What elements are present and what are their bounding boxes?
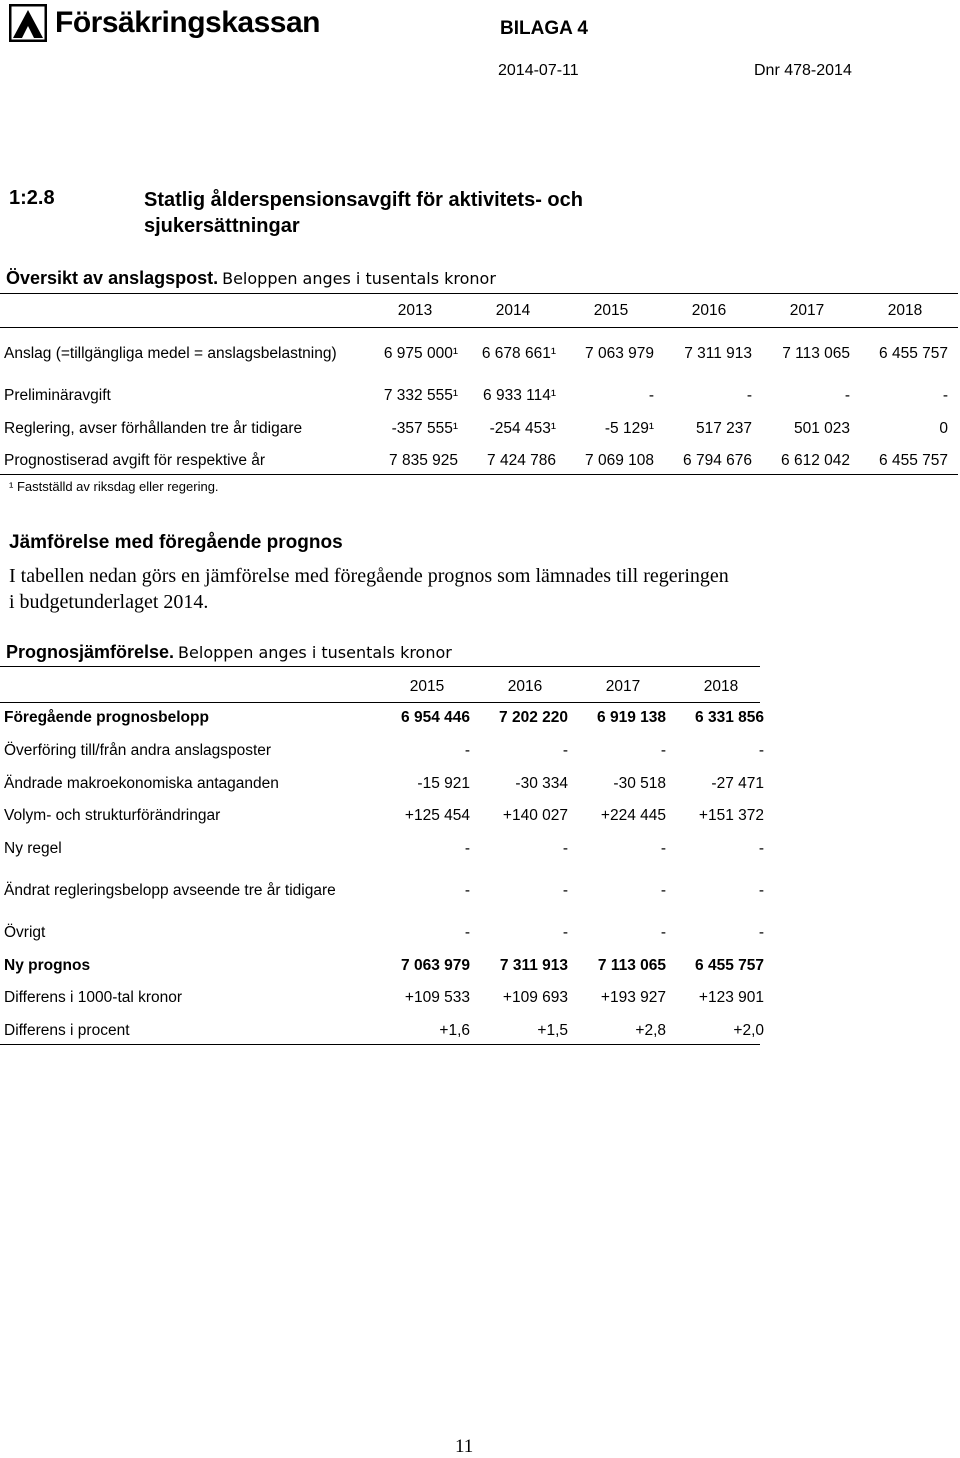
comparison-paragraph: I tabellen nedan görs en jämförelse med föregående prognos som lämnades till regeringen i budgetunderlaget 2014. bbox=[9, 565, 729, 613]
table2-header-row bbox=[0, 676, 764, 698]
table2-cell: -27 471 bbox=[711, 775, 764, 792]
table2-row bbox=[0, 1020, 764, 1042]
table2-cell: +1,5 bbox=[537, 1022, 568, 1039]
table2-cell: +2,0 bbox=[733, 1022, 764, 1039]
table1-cell: 501 023 bbox=[793, 420, 850, 437]
table2-cell: 7 063 979 bbox=[401, 957, 470, 974]
table1-row-rule bbox=[0, 442, 958, 443]
table2-row-rule bbox=[0, 979, 760, 980]
table2-cell: +224 445 bbox=[600, 807, 666, 824]
table1-cell: 7 835 925 bbox=[389, 452, 458, 469]
logo-mark-icon bbox=[9, 4, 47, 42]
table2-row bbox=[0, 987, 764, 1009]
table2-row-label: Föregående prognosbelopp bbox=[4, 709, 209, 726]
table2-cell: +123 901 bbox=[698, 989, 764, 1006]
table2-header-rule bbox=[0, 702, 760, 703]
table2-cell: - bbox=[660, 742, 666, 759]
table2-cell: +151 372 bbox=[698, 807, 764, 824]
table2-row-rule bbox=[0, 829, 760, 830]
table2-row bbox=[0, 838, 764, 860]
table2-row-rule bbox=[0, 731, 760, 732]
table2-year: 2017 bbox=[605, 678, 641, 695]
table1-row-rule bbox=[0, 378, 958, 379]
section-title: Statlig ålderspensionsavgift för aktivitets- och sjukersättningar bbox=[144, 189, 583, 237]
table1-row bbox=[0, 418, 948, 440]
attachment-label: BILAGA 4 bbox=[500, 18, 588, 39]
table2-row bbox=[0, 870, 764, 912]
table1-header-row bbox=[0, 300, 948, 322]
table2-cell: 6 954 446 bbox=[401, 709, 470, 726]
table1-caption bbox=[6, 268, 806, 289]
table1-year: 2015 bbox=[593, 302, 629, 319]
table2-cell: - bbox=[562, 924, 568, 941]
table2-cell: 6 455 757 bbox=[695, 957, 764, 974]
table1-footnote: ¹ Fastställd av riksdag eller regering. bbox=[9, 479, 219, 494]
table2-cell: 7 311 913 bbox=[499, 957, 568, 974]
table2-cell: - bbox=[464, 924, 470, 941]
table1-cell: 6 975 000¹ bbox=[383, 345, 458, 362]
table2-cell: - bbox=[660, 924, 666, 941]
table2-cell: +109 693 bbox=[502, 989, 568, 1006]
table2-cell: - bbox=[758, 840, 764, 857]
table1-row bbox=[0, 450, 948, 472]
table2-cell: - bbox=[464, 742, 470, 759]
table2-row-label: Övrigt bbox=[4, 924, 46, 941]
table2-top-rule bbox=[0, 666, 760, 667]
table1-row bbox=[0, 385, 948, 407]
table2-cell: - bbox=[562, 840, 568, 857]
table2-cell: - bbox=[758, 742, 764, 759]
table1-cell: 517 237 bbox=[695, 420, 752, 437]
table2-row-label: Ny prognos bbox=[4, 957, 91, 974]
logo bbox=[9, 4, 320, 42]
table2-row-rule bbox=[0, 914, 760, 915]
table2-row-rule bbox=[0, 1011, 760, 1012]
table2-row bbox=[0, 955, 764, 977]
table2-year: 2018 bbox=[703, 678, 739, 695]
table1-cell: 7 069 108 bbox=[585, 452, 654, 469]
table1-cell: 6 455 757 bbox=[879, 452, 948, 469]
table1-row-label: Anslag (=tillgängliga medel = anslagsbelastning) bbox=[4, 345, 337, 362]
table2-cell: 7 202 220 bbox=[499, 709, 568, 726]
table2-cell: +1,6 bbox=[439, 1022, 470, 1039]
table1-cell: 7 332 555¹ bbox=[383, 387, 458, 404]
table2-year: 2016 bbox=[507, 678, 543, 695]
table2-row bbox=[0, 740, 764, 762]
table2-cell: - bbox=[464, 882, 470, 899]
table2-caption-unit: Beloppen anges i tusentals kronor bbox=[178, 643, 452, 662]
table2-row-rule bbox=[0, 797, 760, 798]
table2-cell: - bbox=[660, 840, 666, 857]
table1-top-rule bbox=[0, 293, 958, 294]
table1-cell: 7 063 979 bbox=[585, 345, 654, 362]
table2-row-label: Överföring till/från andra anslagsposter bbox=[4, 742, 272, 759]
table1-row-rule bbox=[0, 409, 958, 410]
document-date: 2014-07-11 bbox=[498, 62, 579, 79]
table1-year: 2017 bbox=[789, 302, 825, 319]
table2-cell: - bbox=[562, 882, 568, 899]
document-reference: Dnr 478-2014 bbox=[754, 62, 852, 79]
table2-row-label: Volym- och strukturförändringar bbox=[4, 807, 221, 824]
table2-cell: - bbox=[562, 742, 568, 759]
table1-row-label: Preliminäravgift bbox=[4, 387, 111, 404]
table1-cell: 0 bbox=[939, 420, 948, 437]
table1-cell: - bbox=[648, 387, 654, 404]
table2-cell: -15 921 bbox=[417, 775, 470, 792]
page-number: 11 bbox=[455, 1436, 474, 1457]
table2-row bbox=[0, 773, 764, 795]
table2-row bbox=[0, 805, 764, 827]
table1-header-rule bbox=[0, 327, 958, 328]
table1-caption-title: Översikt av anslagspost. bbox=[6, 268, 219, 288]
table2-row-label: Ändrade makroekonomiska antaganden bbox=[4, 775, 279, 792]
logo-text: Försäkringskassan bbox=[55, 6, 320, 39]
table2-cell: +193 927 bbox=[600, 989, 666, 1006]
table1-cell: - bbox=[844, 387, 850, 404]
table2-cell: 6 919 138 bbox=[597, 709, 666, 726]
table2-row-label: Ny regel bbox=[4, 840, 62, 857]
table1-cell: - bbox=[942, 387, 948, 404]
table1-cell: 7 311 913 bbox=[684, 345, 752, 362]
table1-cell: -5 129¹ bbox=[604, 420, 654, 437]
table2-row-rule bbox=[0, 862, 760, 863]
table2-cell: +125 454 bbox=[404, 807, 470, 824]
table2-cell: - bbox=[758, 882, 764, 899]
table2-caption bbox=[6, 642, 806, 663]
table1-cell: 6 455 757 bbox=[879, 345, 948, 362]
table2-year: 2015 bbox=[409, 678, 445, 695]
table2-row-rule bbox=[0, 946, 760, 947]
table1-caption-unit: Beloppen anges i tusentals kronor bbox=[222, 269, 496, 288]
table1-row-rule bbox=[0, 474, 958, 475]
comparison-heading: Jämförelse med föregående prognos bbox=[9, 532, 343, 553]
table1-cell: -357 555¹ bbox=[391, 420, 458, 437]
table1-cell: 6 933 114¹ bbox=[483, 387, 556, 404]
table2-row-label: Ändrat regleringsbelopp avseende tre år tidigare bbox=[4, 882, 336, 899]
table2-caption-title: Prognosjämförelse. bbox=[6, 642, 175, 662]
table1-cell: 6 794 676 bbox=[683, 452, 752, 469]
table1-cell: 7 424 786 bbox=[487, 452, 556, 469]
table2-row-label: Differens i 1000-tal kronor bbox=[4, 989, 183, 1006]
table1-year: 2018 bbox=[887, 302, 923, 319]
table2-cell: -30 334 bbox=[515, 775, 568, 792]
table2-cell: 7 113 065 bbox=[597, 957, 666, 974]
table1-cell: 7 113 065 bbox=[782, 345, 850, 362]
table2-cell: - bbox=[464, 840, 470, 857]
table2-cell: +2,8 bbox=[635, 1022, 666, 1039]
table2-row bbox=[0, 707, 764, 729]
table2-row-rule bbox=[0, 764, 760, 765]
table1-cell: - bbox=[746, 387, 752, 404]
table2-cell: 6 331 856 bbox=[695, 709, 764, 726]
table1-row-label: Prognostiserad avgift för respektive år bbox=[4, 452, 266, 469]
table2-cell: +140 027 bbox=[502, 807, 568, 824]
table2-cell: -30 518 bbox=[613, 775, 666, 792]
table1-year: 2014 bbox=[495, 302, 531, 319]
table2-row-label: Differens i procent bbox=[4, 1022, 130, 1039]
table1-row bbox=[0, 332, 948, 376]
table1-cell: 6 612 042 bbox=[781, 452, 850, 469]
table1-cell: -254 453¹ bbox=[489, 420, 556, 437]
table1-row-label: Reglering, avser förhållanden tre år tidigare bbox=[4, 420, 303, 437]
table1-year: 2013 bbox=[397, 302, 433, 319]
table2-row-rule bbox=[0, 1044, 760, 1045]
table2-cell: - bbox=[660, 882, 666, 899]
table2-cell: +109 533 bbox=[404, 989, 470, 1006]
table2-row bbox=[0, 922, 764, 944]
table1-cell: 6 678 661¹ bbox=[481, 345, 556, 362]
section-number: 1:2.8 bbox=[9, 187, 55, 209]
table2-cell: - bbox=[758, 924, 764, 941]
table1-year: 2016 bbox=[691, 302, 727, 319]
